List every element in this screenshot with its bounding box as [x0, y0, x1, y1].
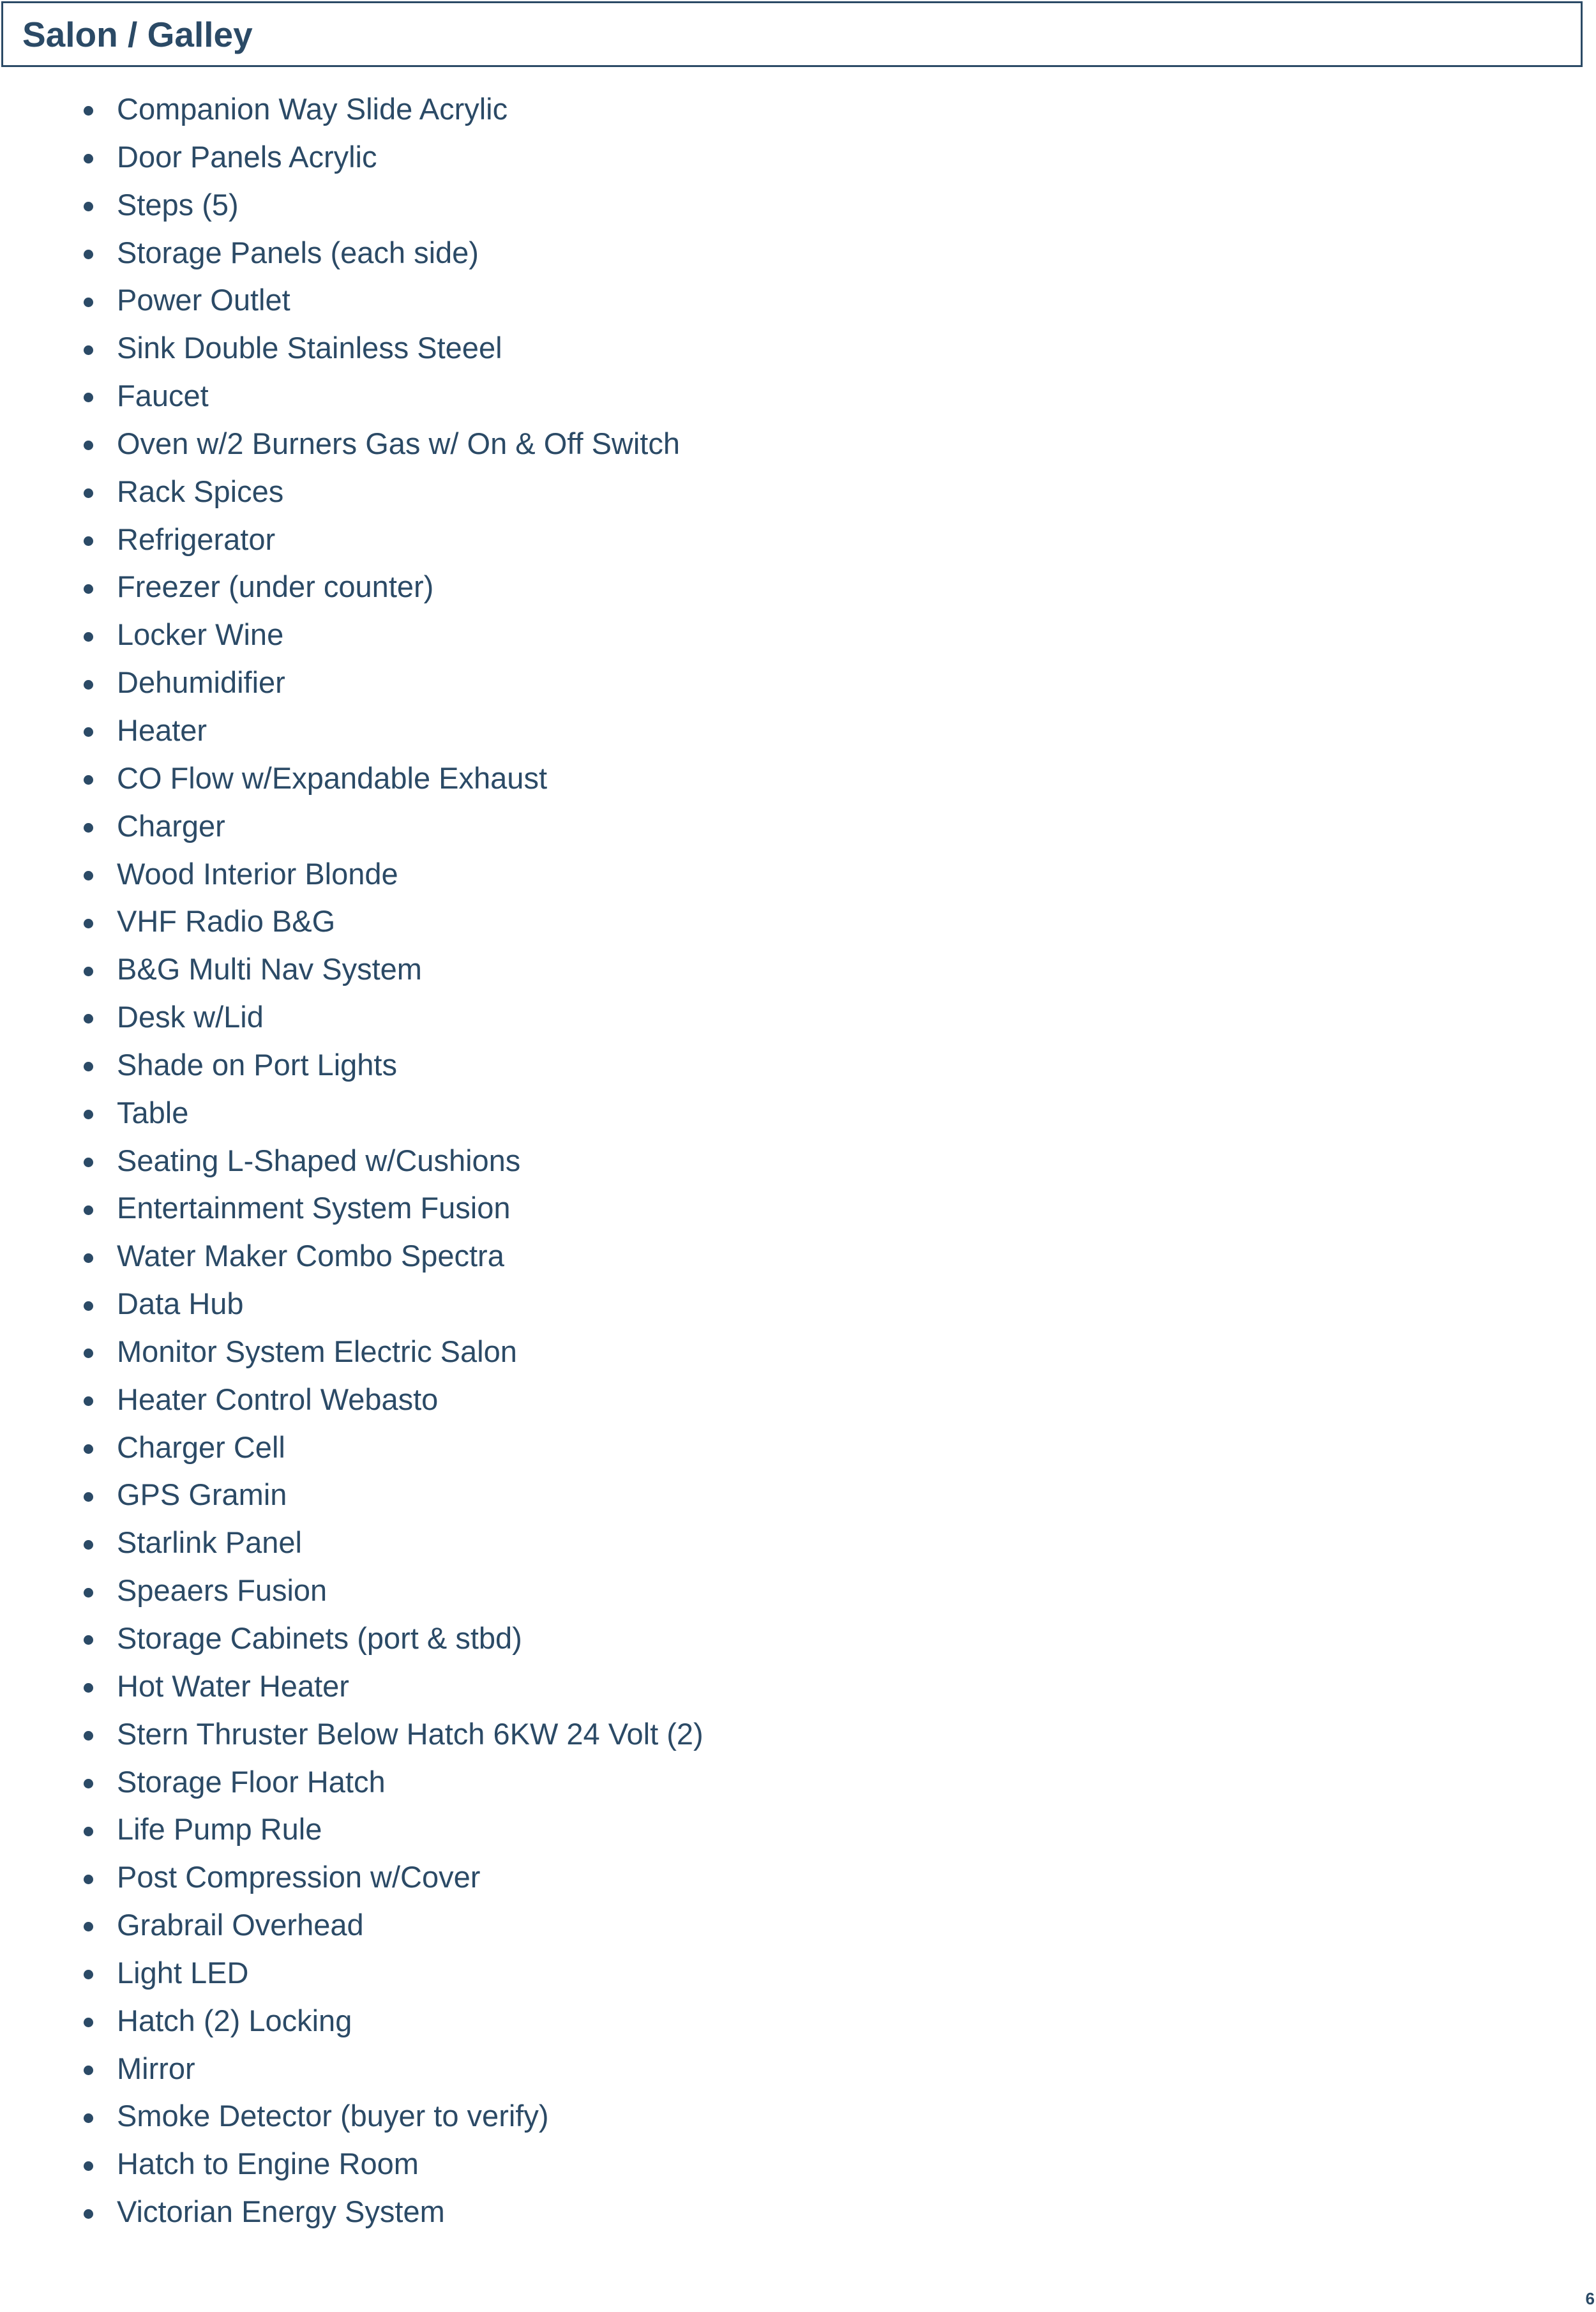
- list-item-text: Heater Control Webasto: [117, 1382, 439, 1416]
- bullet-icon: [84, 2066, 93, 2075]
- list-item-text: Table: [117, 1095, 189, 1130]
- bullet-icon: [84, 584, 93, 594]
- bullet-icon: [84, 2161, 93, 2171]
- list-item-text: Oven w/2 Burners Gas w/ On & Off Switch: [117, 426, 681, 460]
- list-item-text: Faucet: [117, 379, 209, 413]
- bullet-icon: [84, 154, 93, 163]
- bullet-icon: [84, 1922, 93, 1931]
- bullet-icon: [84, 823, 93, 833]
- bullet-icon: [84, 1827, 93, 1836]
- bullet-icon: [84, 202, 93, 211]
- bullet-icon: [84, 1062, 93, 1071]
- list-item-text: Desk w/Lid: [117, 1000, 264, 1034]
- list-item-text: Light LED: [117, 1955, 249, 1990]
- list-item-text: Entertainment System Fusion: [117, 1191, 511, 1225]
- bullet-icon: [84, 250, 93, 259]
- list-item-text: Companion Way Slide Acrylic: [117, 92, 508, 126]
- bullet-icon: [84, 345, 93, 355]
- bullet-icon: [84, 1635, 93, 1645]
- list-item-text: Locker Wine: [117, 617, 284, 652]
- list-item-text: Dehumidifier: [117, 665, 285, 700]
- bullet-icon: [84, 1396, 93, 1406]
- bullet-icon: [84, 1492, 93, 1502]
- bullet-icon: [84, 536, 93, 546]
- bullet-icon: [84, 1540, 93, 1550]
- bullet-icon: [84, 106, 93, 116]
- bullet-icon: [84, 871, 93, 880]
- bullet-icon: [84, 1014, 93, 1024]
- bullet-icon: [84, 919, 93, 928]
- list-item-text: Storage Panels (each side): [117, 235, 479, 269]
- bullet-icon: [84, 2113, 93, 2123]
- list-item-text: Sink Double Stainless Steeel: [117, 331, 502, 365]
- list-item-text: Refrigerator: [117, 522, 276, 556]
- bullet-icon: [84, 1205, 93, 1215]
- bullet-icon: [84, 1110, 93, 1119]
- list-item-text: Steps (5): [117, 187, 239, 222]
- section-title: Salon / Galley: [22, 14, 253, 54]
- list-item-text: Post Compression w/Cover: [117, 1860, 481, 1894]
- bullet-icon: [84, 2209, 93, 2219]
- list-item-text: Rack Spices: [117, 474, 284, 508]
- list-item-text: Power Outlet: [117, 283, 290, 317]
- list-item-text: VHF Radio B&G: [117, 904, 336, 939]
- bullet-icon: [84, 632, 93, 642]
- bullet-icon: [84, 1301, 93, 1311]
- list-item-text: Victorian Energy System: [117, 2195, 445, 2229]
- list-item-text: Charger: [117, 808, 225, 843]
- bullet-icon: [84, 680, 93, 690]
- bullet-icon: [84, 1779, 93, 1788]
- bullet-icon: [84, 1683, 93, 1693]
- list-item-text: Shade on Port Lights: [117, 1047, 397, 1082]
- bullet-icon: [84, 1444, 93, 1454]
- list-item-text: Door Panels Acrylic: [117, 139, 377, 174]
- page-number: 6: [1585, 2289, 1595, 2308]
- list-item-text: Mirror: [117, 2051, 195, 2085]
- list-item-text: Charger Cell: [117, 1430, 285, 1464]
- bullet-icon: [84, 1970, 93, 1979]
- list-item-text: Water Maker Combo Spectra: [117, 1239, 504, 1273]
- list-item-text: Stern Thruster Below Hatch 6KW 24 Volt (2): [117, 1716, 704, 1751]
- list-item-text: Hot Water Heater: [117, 1668, 349, 1703]
- bullet-icon: [84, 2018, 93, 2027]
- list-item-text: CO Flow w/Expandable Exhaust: [117, 760, 547, 795]
- bullet-icon: [84, 393, 93, 402]
- list-item-text: Life Pump Rule: [117, 1812, 322, 1847]
- bullet-icon: [84, 967, 93, 976]
- bullet-icon: [84, 775, 93, 785]
- section-header: [1, 1, 1583, 67]
- bullet-icon: [84, 1588, 93, 1598]
- list-item-text: Speaers Fusion: [117, 1573, 327, 1608]
- bullet-icon: [84, 1875, 93, 1884]
- list-item-text: Storage Cabinets (port & stbd): [117, 1621, 522, 1655]
- list-item-text: Hatch to Engine Room: [117, 2147, 419, 2181]
- list-item-text: Data Hub: [117, 1287, 244, 1321]
- bullet-icon: [84, 727, 93, 737]
- list-item-text: Seating L-Shaped w/Cushions: [117, 1143, 521, 1177]
- list-item-text: Heater: [117, 713, 207, 747]
- list-item-text: Freezer (under counter): [117, 570, 434, 604]
- list-item-text: Smoke Detector (buyer to verify): [117, 2099, 549, 2133]
- list-item-text: GPS Gramin: [117, 1477, 287, 1512]
- bullet-icon: [84, 1158, 93, 1167]
- bullet-icon: [84, 1731, 93, 1741]
- list-item-text: Starlink Panel: [117, 1525, 302, 1560]
- bullet-icon: [84, 1253, 93, 1263]
- bullet-icon: [84, 298, 93, 307]
- list-item-text: Storage Floor Hatch: [117, 1764, 386, 1799]
- list-item-text: Hatch (2) Locking: [117, 2003, 352, 2037]
- bullet-icon: [84, 488, 93, 498]
- list-item-text: Monitor System Electric Salon: [117, 1334, 517, 1368]
- list-item-text: Wood Interior Blonde: [117, 856, 398, 891]
- list-item-text: B&G Multi Nav System: [117, 952, 422, 986]
- bullet-icon: [84, 441, 93, 450]
- list-item-text: Grabrail Overhead: [117, 1908, 364, 1942]
- bullet-icon: [84, 1349, 93, 1358]
